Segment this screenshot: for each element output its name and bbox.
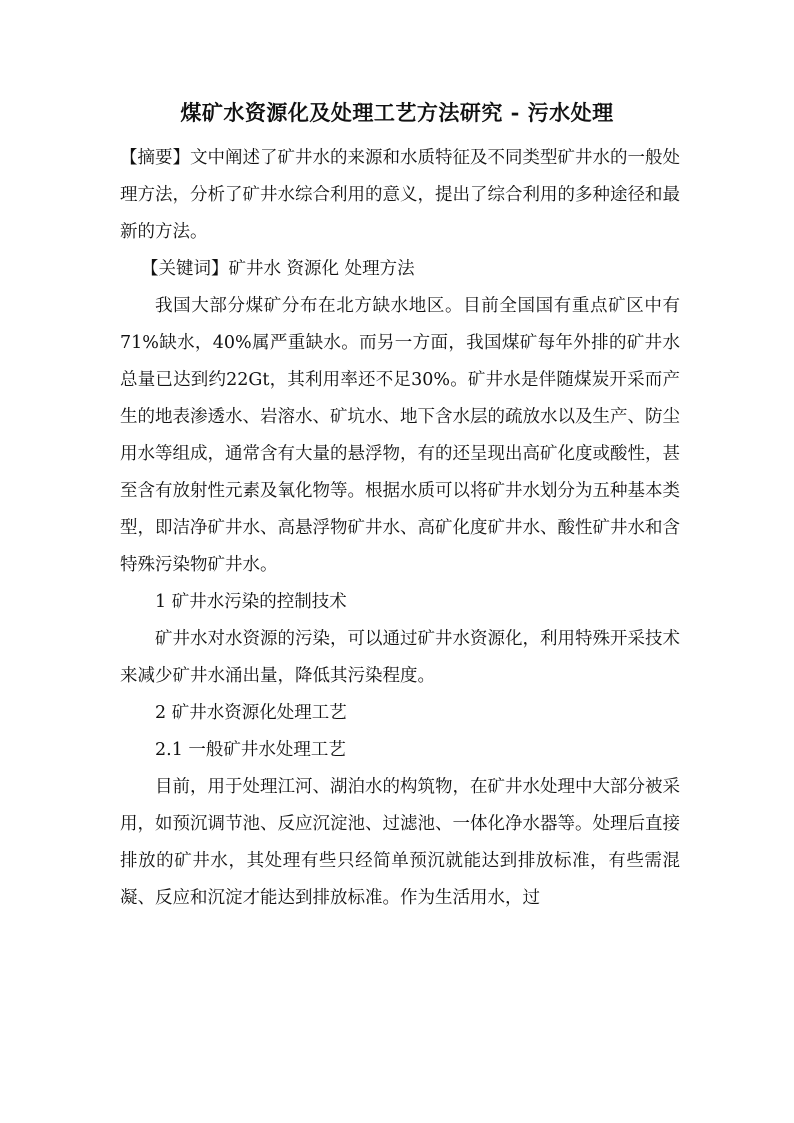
- keywords-line: 【关键词】矿井水 资源化 处理方法: [141, 259, 415, 279]
- section-1-paragraph: 矿井水对水资源的污染，可以通过矿井水资源化，利用特殊开采技术来减少矿井水涌出量，降低其污染程度。: [120, 629, 680, 686]
- section-2-heading: 2 矿井水资源化处理工艺: [155, 703, 347, 723]
- document-body: [120, 140, 680, 917]
- abstract-paragraph: 【摘要】文中阐述了矿井水的来源和水质特征及不同类型矿井水的一般处理方法，分析了矿井水综合利用的意义，提出了综合利用的多种途径和最新的方法。: [120, 148, 680, 242]
- section-2-1-heading: 2.1 一般矿井水处理工艺: [155, 740, 346, 760]
- intro-paragraph: 我国大部分煤矿分布在北方缺水地区。目前全国国有重点矿区中有71%缺水，40%属严重缺水。而另一方面，我国煤矿每年外排的矿井水总量已达到约22Gt，其利用率还不足30%。矿井水是伴随煤炭开采而产生的地表渗透水、岩溶水、矿坑水、地下含水层的疏放水以及生产、防尘用水等组成，通常含有大量的悬浮物，有的还呈现出高矿化度或酸性，甚至含有放射性元素及氧化物等。根据水质可以将矿井水划分为五种基本类型，即洁净矿井水、高悬浮物矿井水、高矿化度矿井水、酸性矿井水和含特殊污染物矿井水。: [120, 296, 680, 575]
- section-1-heading: 1 矿井水污染的控制技术: [155, 592, 347, 612]
- document-title: 煤矿水资源化及处理工艺方法研究 - 污水处理: [180, 100, 614, 125]
- section-2-1-paragraph: 目前，用于处理江河、湖泊水的构筑物，在矿井水处理中大部分被采用，如预沉调节池、反应沉淀池、过滤池、一体化净水器等。处理后直接排放的矿井水，其处理有些只经简单预沉就能达到排放标准，有些需混凝、反应和沉淀才能达到排放标准。作为生活用水，过: [120, 777, 680, 908]
